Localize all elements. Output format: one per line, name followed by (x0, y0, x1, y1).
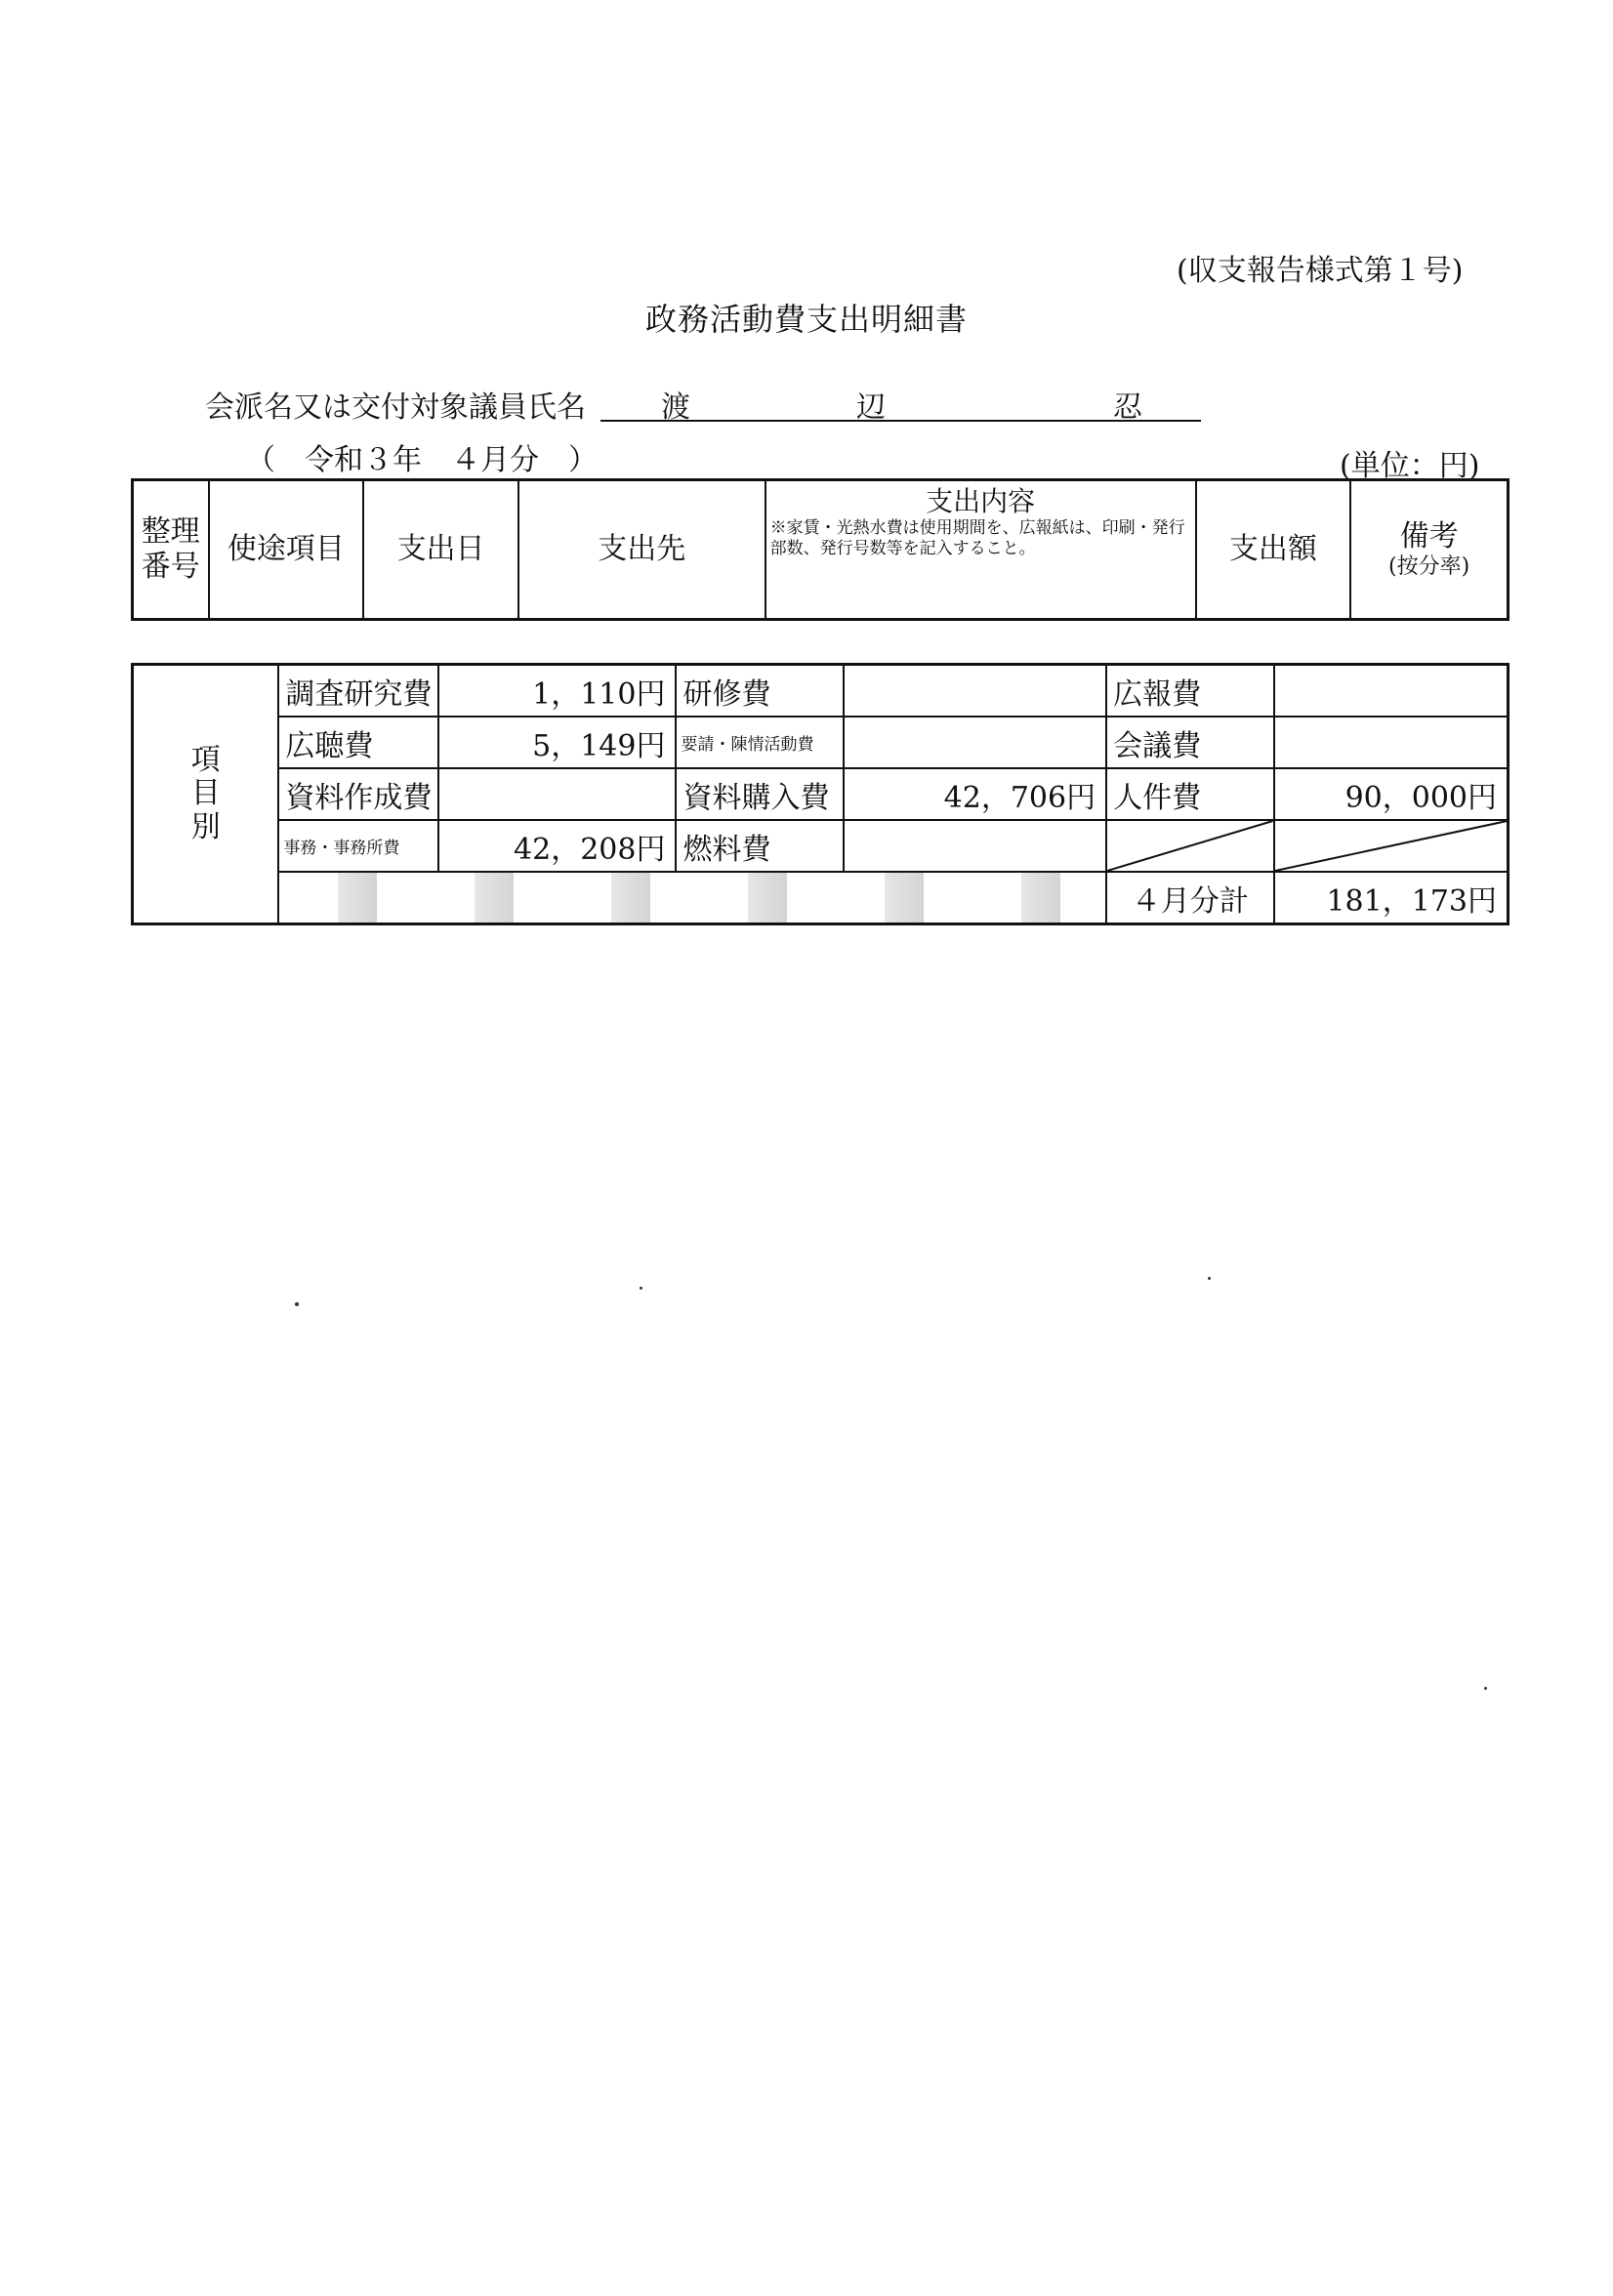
category-label: 要請・陳情活動費 (676, 717, 844, 768)
unit-label: (単位：円) (1340, 449, 1480, 483)
member-name-part: 渡 (661, 390, 690, 425)
unused-cell-diagonal (1274, 820, 1509, 872)
category-summary-table (131, 663, 1510, 925)
scan-speck (295, 1302, 299, 1306)
document-title: 政務活動費支出明細書 (644, 301, 968, 338)
category-label: 事務・事務所費 (278, 820, 438, 872)
category-amount (1274, 717, 1509, 768)
unused-cell-diagonal (1106, 820, 1273, 872)
header-col-content (765, 480, 1196, 620)
member-name-part: 忍 (1113, 390, 1142, 425)
category-label: 資料購入費 (676, 768, 844, 820)
category-amount (1274, 665, 1509, 718)
table-row (133, 665, 1509, 718)
category-label: 資料作成費 (278, 768, 438, 820)
member-name-underline (600, 420, 1201, 422)
category-amount: 90，000円 (1274, 768, 1509, 820)
diagonal-line (1275, 821, 1507, 871)
total-label: ４月分計 (1106, 872, 1273, 924)
header-content-note: ※家賃・光熱水費は使用期間を、広報紙は、印刷・発行部数、発行号数等を記入すること。 (769, 517, 1185, 558)
category-label: 燃料費 (676, 820, 844, 872)
category-label: 研修費 (676, 665, 844, 718)
category-amount (844, 665, 1106, 718)
table-row (133, 768, 1509, 820)
header-col-remarks (1350, 480, 1508, 620)
header-col-payee: 支出先 (518, 480, 765, 620)
category-amount (844, 717, 1106, 768)
category-label: 広聴費 (278, 717, 438, 768)
shaded-area (278, 872, 1106, 924)
scan-speck (640, 1287, 642, 1290)
category-label: 会議費 (1106, 717, 1273, 768)
side-char: 別 (190, 809, 221, 844)
header-text: 番号 (141, 550, 200, 584)
category-label: 調査研究費 (278, 665, 438, 718)
total-amount: 181，173円 (1274, 872, 1509, 924)
header-text: 備考 (1399, 518, 1459, 554)
side-char: 項 (190, 742, 221, 777)
header-col-amount: 支出額 (1196, 480, 1351, 620)
form-number: (収支報告様式第１号) (1177, 254, 1464, 288)
category-side-label (133, 665, 279, 924)
category-amount: 5，149円 (438, 717, 676, 768)
member-label: 会派名又は交付対象議員氏名 (205, 390, 586, 425)
table-row (133, 872, 1509, 924)
category-amount (844, 820, 1106, 872)
member-name-part: 辺 (856, 390, 886, 425)
side-char: 目 (190, 776, 221, 811)
header-col-number (133, 480, 209, 620)
table-row (133, 717, 1509, 768)
category-amount: 1，110円 (438, 665, 676, 718)
category-amount (438, 768, 676, 820)
scan-speck (1208, 1277, 1211, 1280)
scan-speck (1484, 1687, 1487, 1690)
category-label: 人件費 (1106, 768, 1273, 820)
header-col-date: 支出日 (363, 480, 518, 620)
header-content-title: 支出内容 (926, 485, 1036, 517)
period: （ 令和３年 ４月分 ） (246, 443, 598, 477)
header-text: 整理 (141, 514, 200, 549)
diagonal-line (1107, 821, 1272, 871)
header-text: (按分率) (1388, 554, 1470, 579)
table-row (133, 820, 1509, 872)
category-amount: 42，706円 (844, 768, 1106, 820)
header-col-purpose: 使途項目 (209, 480, 364, 620)
category-label: 広報費 (1106, 665, 1273, 718)
header-table (131, 478, 1510, 621)
category-amount: 42，208円 (438, 820, 676, 872)
